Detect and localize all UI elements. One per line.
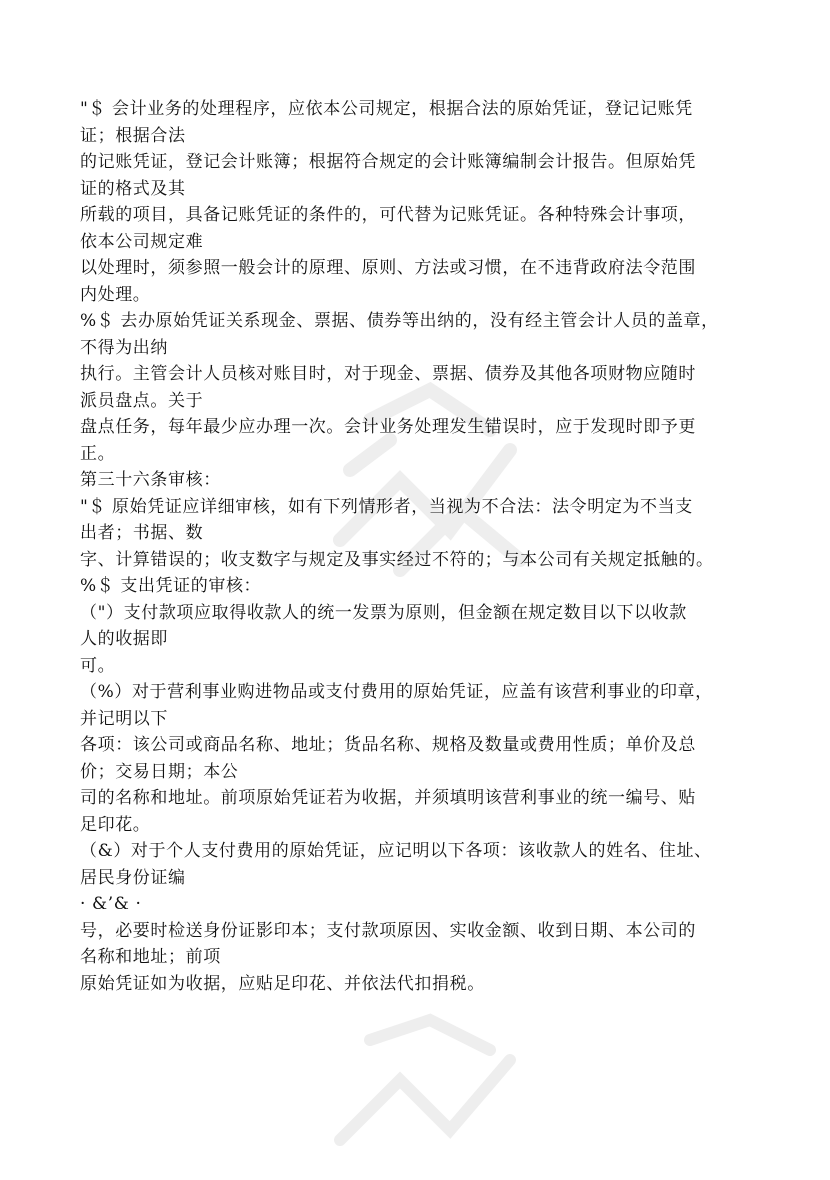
text-line: 依本公司规定难 bbox=[80, 231, 204, 252]
text-line: 出者；书据、数 bbox=[80, 523, 204, 543]
text-line: 正。 bbox=[80, 443, 116, 464]
text-line: 可。 bbox=[80, 655, 116, 676]
text-line: 人的收据即 bbox=[80, 629, 168, 649]
text-line: 证的格式及其 bbox=[80, 178, 186, 199]
text-line: 足印花。 bbox=[80, 814, 151, 835]
text-line: （%）对于营利事业购进物品或支付费用的原始凭证，应盖有该营利事业的印章， bbox=[80, 682, 713, 702]
text-line: （"）支付款项应取得收款人的统一发票为原则，但金额在规定数目以下以收款 bbox=[80, 602, 687, 623]
text-line: 各项：该公司或商品名称、地址；货品名称、规格及数量或费用性质；单价及总 bbox=[80, 735, 696, 755]
text-line: %＄ 支出凭证的审核： bbox=[80, 576, 262, 596]
text-line: （&）对于个人支付费用的原始凭证，应记明以下各项：该收款人的姓名、住址、 bbox=[80, 841, 712, 861]
text-line: 号，必要时检送身份证影印本；支付款项原因、实收金额、收到日期、本公司的 bbox=[80, 920, 696, 941]
text-line: 证；根据合法 bbox=[80, 125, 186, 146]
text-line: 内处理。 bbox=[80, 284, 151, 305]
text-line: "＄ 原始凭证应详细审核，如有下列情形者，当视为不合法：法令明定为不当支 bbox=[80, 496, 693, 517]
page-number: · &’& · bbox=[80, 894, 142, 914]
text-line: 司的名称和地址。前项原始凭证若为收据，并须填明该营利事业的统一编号、贴 bbox=[80, 788, 696, 808]
text-line: %＄ 去办原始凭证关系现金、票据、债券等出纳的，没有经主管会计人员的盖章， bbox=[80, 311, 719, 331]
document-body bbox=[80, 96, 760, 997]
text-line: 居民身份证编 bbox=[80, 867, 186, 888]
section-heading: 第三十六条审核： bbox=[80, 470, 221, 490]
watermark-bottom-icon bbox=[300, 980, 560, 1180]
text-line: 名称和地址；前项 bbox=[80, 947, 221, 967]
text-line: 所载的项目，具备记账凭证的条件的，可代替为记账凭证。各种特殊会计事项， bbox=[80, 205, 696, 225]
text-line: "＄ 会计业务的处理程序，应依本公司规定，根据合法的原始凭证，登记记账凭 bbox=[80, 99, 693, 119]
text-line: 盘点任务，每年最少应办理一次。会计业务处理发生错误时，应于发现时即予更 bbox=[80, 417, 696, 437]
text-line: 以处理时，须参照一般会计的原理、原则、方法或习惯，在不违背政府法令范围 bbox=[80, 258, 696, 278]
text-line: 不得为出纳 bbox=[80, 337, 168, 358]
text-line: 原始凭证如为收据，应贴足印花、并依法代扣捐税。 bbox=[80, 973, 485, 994]
text-line: 并记明以下 bbox=[80, 708, 168, 729]
text-line: 字、计算错误的；收支数字与规定及事实经过不符的；与本公司有关规定抵触的。 bbox=[80, 549, 714, 570]
text-line: 的记账凭证，登记会计账簿；根据符合规定的会计账簿编制会计报告。但原始凭 bbox=[80, 152, 696, 172]
text-line: 执行。主管会计人员核对账目时，对于现金、票据、债券及其他各项财物应随时 bbox=[80, 364, 696, 384]
text-line: 价；交易日期；本公 bbox=[80, 761, 239, 782]
text-line: 派员盘点。关于 bbox=[80, 390, 204, 411]
